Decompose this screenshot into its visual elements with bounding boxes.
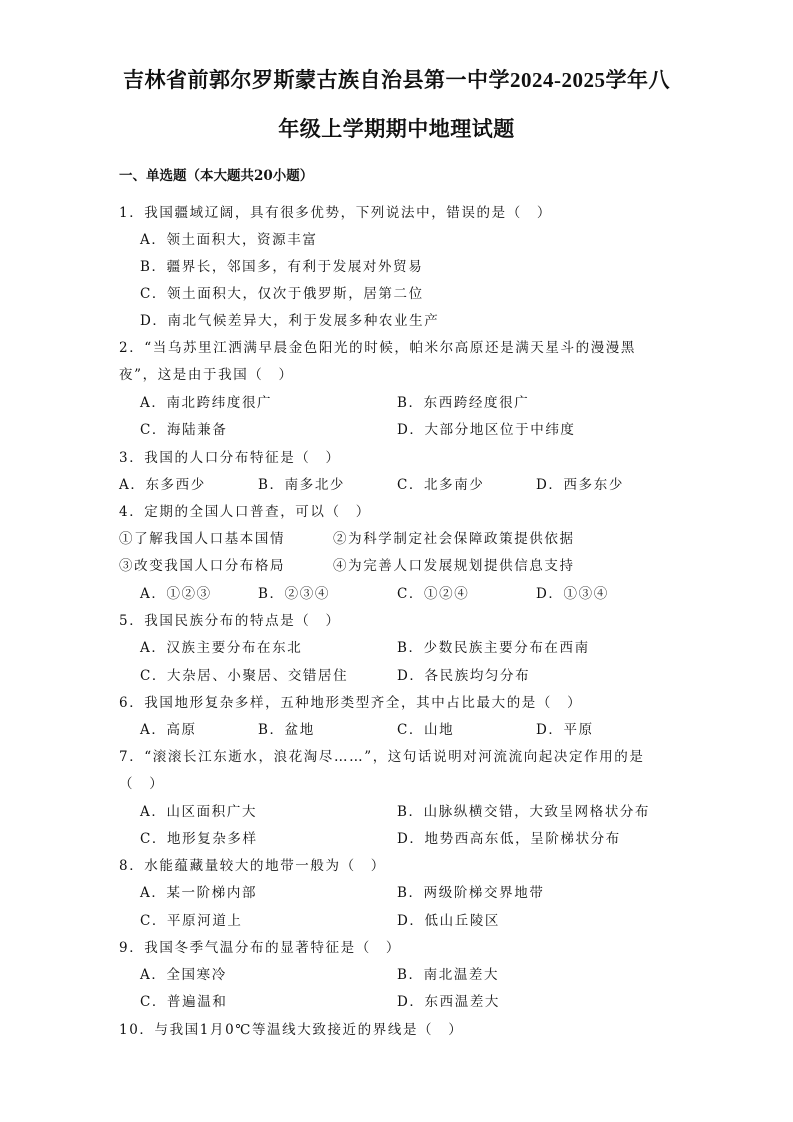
question-6-option-a: A．高原 <box>140 722 197 738</box>
question-4-item-1: ①了解我国人口基本国情 <box>119 531 286 547</box>
question-9-option-a: A．全国寒冷 <box>140 967 227 983</box>
question-8-option-b: B．两级阶梯交界地带 <box>397 885 545 901</box>
question-9-option-b: B．南北温差大 <box>397 967 500 983</box>
question-3-option-c: C．北多南少 <box>397 477 485 493</box>
question-5-option-a: A．汉族主要分布在东北 <box>140 640 303 656</box>
question-3-option-d: D．西多东少 <box>536 477 624 493</box>
question-2-option-a: A．南北跨纬度很广 <box>140 395 273 411</box>
question-5-option-b: B．少数民族主要分布在西南 <box>397 640 590 656</box>
question-4-option-c: C．①②④ <box>397 586 470 602</box>
question-4-option-d: D．①③④ <box>536 586 609 602</box>
question-7-stem-line-1: 7．“滚滚长江东逝水，浪花淘尽……”，这句话说明对河流流向起决定作用的是 <box>119 749 645 765</box>
question-8-stem: 8．水能蕴藏量较大的地带一般为（ ） <box>119 858 386 874</box>
question-4-item-3: ③改变我国人口分布格局 <box>119 558 286 574</box>
question-4-item-4: ④为完善人口发展规划提供信息支持 <box>333 558 575 574</box>
question-6-option-d: D．平原 <box>536 722 594 738</box>
question-7-stem-line-2: （ ） <box>119 776 165 792</box>
question-5-option-d: D．各民族均匀分布 <box>397 668 531 684</box>
question-1-stem: 1．我国疆域辽阔，具有很多优势，下列说法中，错误的是（ ） <box>119 205 552 221</box>
question-1-option-d: D．南北气候差异大，利于发展多种农业生产 <box>140 313 440 329</box>
question-5-option-c: C．大杂居、小聚居、交错居住 <box>140 668 349 684</box>
question-2-option-d: D．大部分地区位于中纬度 <box>397 422 576 438</box>
question-1-option-a: A．领土面积大，资源丰富 <box>140 232 318 248</box>
question-3-option-b: B．南多北少 <box>258 477 346 493</box>
question-9-option-c: C．普遍温和 <box>140 994 228 1010</box>
question-7-option-a: A．山区面积广大 <box>140 804 258 820</box>
question-4-option-b: B．②③④ <box>258 586 330 602</box>
question-7-option-c: C．地形复杂多样 <box>140 831 258 847</box>
question-2-stem-line-2: 夜”，这是由于我国（ ） <box>119 367 294 383</box>
question-9-stem: 9．我国冬季气温分布的显著特征是（ ） <box>119 940 401 956</box>
question-2-stem-line-1: 2．“当乌苏里江洒满早晨金色阳光的时候，帕米尔高原还是满天星斗的漫漫黑 <box>119 340 636 356</box>
question-7-option-d: D．地势西高东低，呈阶梯状分布 <box>397 831 621 847</box>
question-6-option-b: B．盆地 <box>258 722 315 738</box>
question-10-stem: 10．与我国1月0℃等温线大致接近的界线是（ ） <box>119 1022 464 1038</box>
question-7-option-b: B．山脉纵横交错，大致呈网格状分布 <box>397 804 651 820</box>
question-3-stem: 3．我国的人口分布特征是（ ） <box>119 450 341 466</box>
title-line-2: 年级上学期期中地理试题 <box>278 117 515 141</box>
question-4-option-a: A．①②③ <box>140 586 212 602</box>
title-line-1: 吉林省前郭尔罗斯蒙古族自治县第一中学2024-2025学年八 <box>123 68 670 92</box>
question-8-option-c: C．平原河道上 <box>140 913 243 929</box>
question-4-item-2: ②为科学制定社会保障政策提供依据 <box>333 531 575 547</box>
question-1-option-c: C．领土面积大，仅次于俄罗斯，居第二位 <box>140 286 424 302</box>
question-1-option-b: B．疆界长，邻国多，有利于发展对外贸易 <box>140 259 424 275</box>
question-5-stem: 5．我国民族分布的特点是（ ） <box>119 613 341 629</box>
question-2-option-c: C．海陆兼备 <box>140 422 228 438</box>
question-8-option-a: A．某一阶梯内部 <box>140 885 258 901</box>
question-6-option-c: C．山地 <box>397 722 455 738</box>
question-8-option-d: D．低山丘陵区 <box>397 913 501 929</box>
question-9-option-d: D．东西温差大 <box>397 994 501 1010</box>
section-heading: 一、单选题（本大题共20小题） <box>119 168 314 184</box>
question-6-stem: 6．我国地形复杂多样，五种地形类型齐全，其中占比最大的是（ ） <box>119 695 583 711</box>
question-3-option-a: A．东多西少 <box>119 477 206 493</box>
question-2-option-b: B．东西跨经度很广 <box>397 395 530 411</box>
question-4-stem: 4．定期的全国人口普查，可以（ ） <box>119 504 371 520</box>
